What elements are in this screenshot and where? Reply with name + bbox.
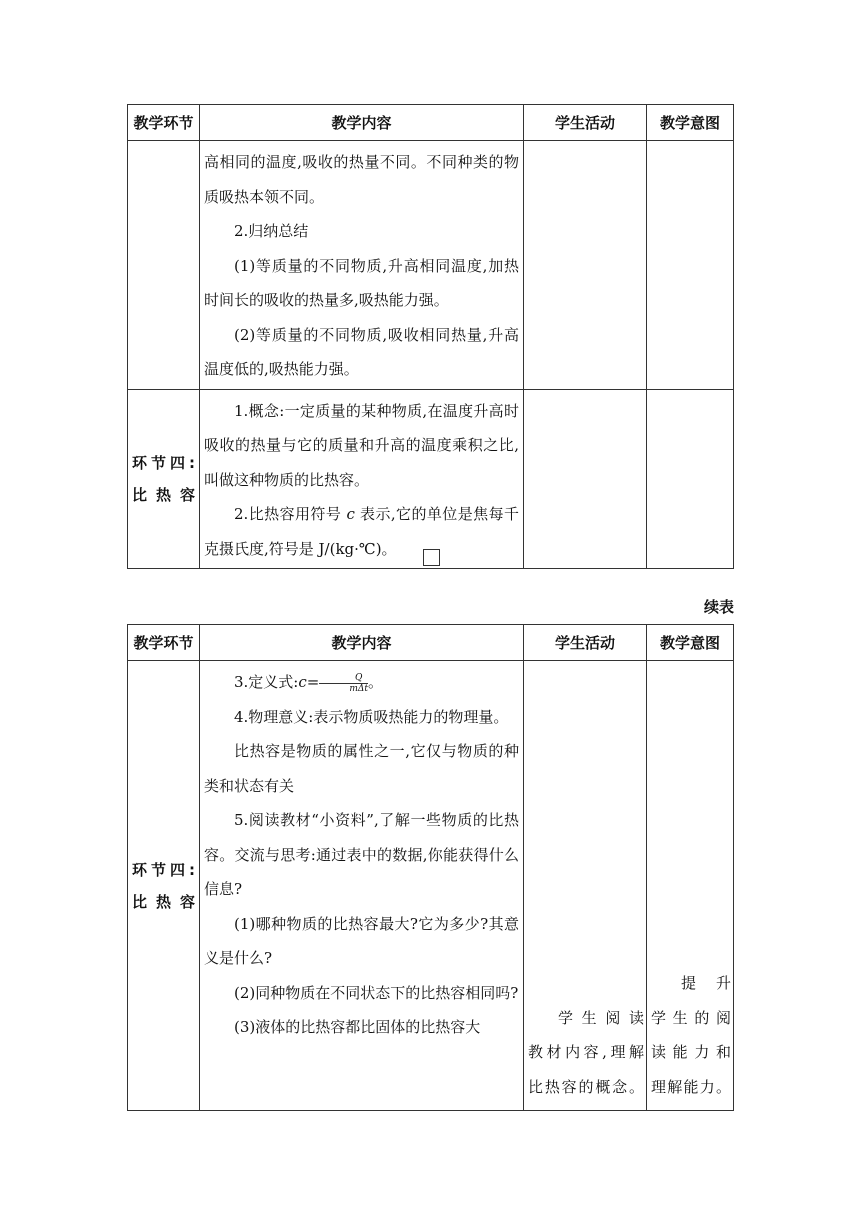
table-header-row — [128, 625, 734, 661]
stage-cell-empty — [128, 141, 200, 390]
activity-line: 学生阅读 — [558, 1008, 644, 1027]
header-intent: 教学意图 — [647, 105, 734, 141]
header-stage: 教学环节 — [128, 625, 200, 661]
table-row — [128, 661, 734, 1111]
intent-line: 学生的阅 — [651, 1008, 731, 1027]
stage-label-line1: 环节四: — [132, 860, 195, 879]
header-stage: 教学环节 — [128, 105, 200, 141]
square-box-icon — [423, 549, 440, 566]
symbol-text-prefix: 2.比热容用符号 — [234, 505, 347, 523]
content-line: 比热容是物质的属性之一,它仅与物质的种类和状态有关 — [204, 742, 519, 795]
content-line: (2)等质量的不同物质,吸收相同热量,升高温度低的,吸热能力强。 — [204, 325, 519, 378]
fraction-numerator: Q — [319, 673, 368, 684]
content-cell — [200, 389, 524, 569]
content-line: (2)同种物质在不同状态下的比热容相同吗? — [234, 983, 519, 1002]
table-row — [128, 389, 734, 569]
content-line: 2.归纳总结 — [234, 222, 309, 240]
lesson-table-1 — [127, 104, 734, 569]
content-line — [204, 497, 519, 566]
continued-label: 续表 — [703, 598, 734, 616]
fraction-denominator: mΔt — [349, 683, 369, 694]
formula-prefix: 3.定义式: — [234, 673, 299, 691]
symbol-text-suffix: 表示,它的单位是焦每千克摄氏度,符号是 J/(kg·℃)。 — [204, 505, 519, 558]
table-header-row — [128, 105, 734, 141]
stage-label-line2: 比热容 — [132, 485, 195, 504]
header-intent: 教学意图 — [647, 625, 734, 661]
stage-label-line1: 环节四: — [132, 453, 195, 472]
intent-line: 理解能力。 — [651, 1077, 731, 1096]
definition-formula — [204, 665, 519, 700]
content-line: (1)哪种物质的比热容最大?它为多少?其意义是什么? — [204, 914, 519, 967]
intent-cell-empty — [647, 389, 734, 569]
content-cell — [200, 141, 524, 390]
lesson-table-2 — [127, 624, 734, 1111]
formula-suffix: 。 — [368, 673, 384, 691]
header-content: 教学内容 — [200, 625, 524, 661]
formula-fraction — [319, 673, 368, 694]
formula-eq: = — [306, 673, 320, 691]
header-activity: 学生活动 — [524, 105, 647, 141]
activity-cell — [524, 661, 647, 1111]
intent-cell-empty — [647, 141, 734, 390]
header-activity: 学生活动 — [524, 625, 647, 661]
symbol-c: c — [346, 505, 355, 523]
table-row — [128, 141, 734, 390]
intent-line: 提 升 — [681, 974, 731, 992]
content-line: 1.概念:一定质量的某种物质,在温度升高时吸收的热量与它的质量和升高的温度乘积之比,叫做这种物质的比热容。 — [204, 401, 519, 489]
formula-var: c — [298, 673, 307, 691]
content-line: 5.阅读教材“小资料”,了解一些物质的比热容。交流与思考:通过表中的数据,你能获得什么信息? — [204, 811, 519, 898]
intent-line: 读能力和 — [651, 1043, 731, 1061]
intent-cell — [647, 661, 734, 1111]
activity-line: 比热容的概念。 — [528, 1077, 644, 1096]
content-line: 高相同的温度,吸收的热量不同。不同种类的物质吸热本领不同。 — [204, 153, 519, 206]
content-line: (3)液体的比热容都比固体的比热容大 — [234, 1018, 481, 1036]
activity-cell-empty — [524, 389, 647, 569]
activity-line: 教材内容,理解 — [528, 1043, 644, 1061]
stage-cell — [128, 661, 200, 1111]
stage-cell — [128, 389, 200, 569]
content-line: (1)等质量的不同物质,升高相同温度,加热时间长的吸收的热量多,吸热能力强。 — [204, 256, 519, 309]
stage-label-line2: 比热容 — [132, 892, 195, 911]
content-line: 4.物理意义:表示物质吸热能力的物理量。 — [234, 707, 509, 726]
content-cell — [200, 661, 524, 1111]
header-content: 教学内容 — [200, 105, 524, 141]
activity-cell-empty — [524, 141, 647, 390]
